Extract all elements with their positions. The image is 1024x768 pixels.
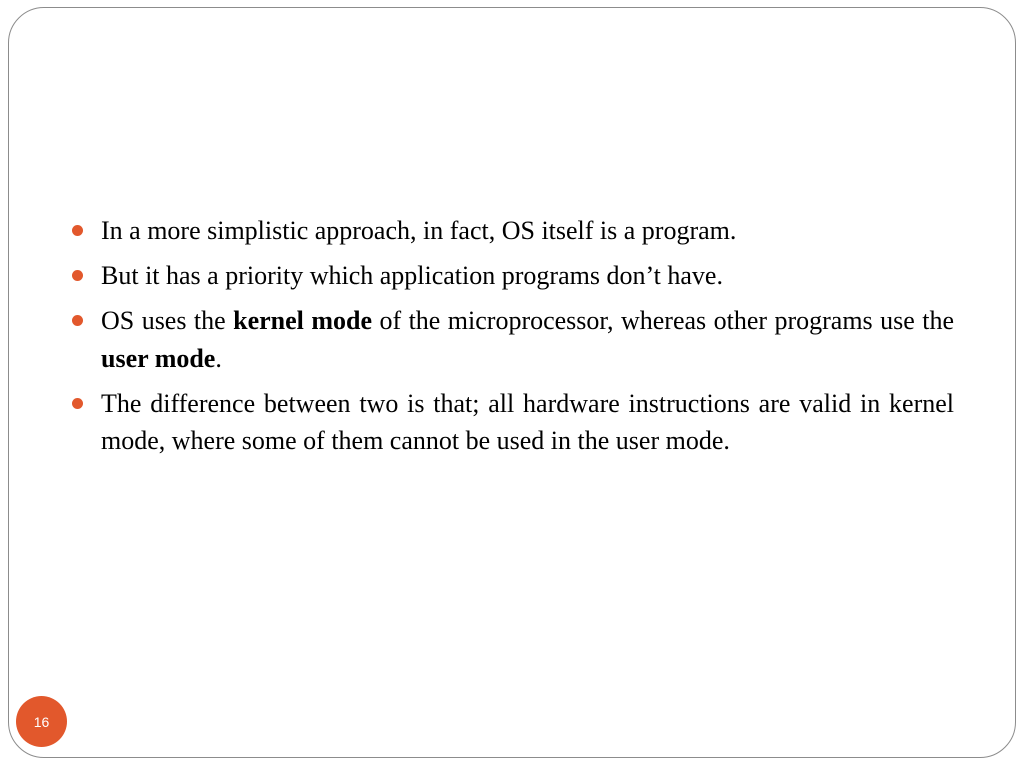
bullet-dot-icon	[72, 270, 83, 281]
bullet-text	[101, 389, 954, 456]
bold-term-user-mode: user mode	[101, 343, 216, 373]
bullet-text-segment: But it has a priority which application programs don’t have.	[101, 261, 723, 290]
bullet-item	[72, 302, 954, 377]
bullet-text-segment: The difference between two is that; all hardware instructions are valid in kernel mode, where some of them cannot be used in the user mode.	[101, 388, 954, 455]
bullet-dot-icon	[72, 225, 83, 236]
bullet-text	[101, 216, 736, 245]
bullet-list	[72, 212, 954, 467]
page-number-badge	[16, 696, 67, 747]
page-number: 16	[33, 713, 50, 730]
bullet-text-segment: OS uses the	[101, 306, 234, 335]
bullet-text	[101, 306, 954, 373]
bullet-item	[72, 385, 954, 460]
bullet-text-segment: .	[215, 343, 222, 373]
bullet-text-segment: In a more simplistic approach, in fact, OS itself is a program.	[101, 216, 737, 245]
bullet-text-segment: of the microprocessor, whereas other programs use the	[372, 306, 955, 335]
bullet-text	[101, 261, 723, 290]
bold-term-kernel-mode: kernel mode	[233, 306, 373, 335]
bullet-dot-icon	[72, 315, 83, 326]
bullet-item	[72, 257, 954, 295]
bullet-item	[72, 212, 954, 250]
bullet-dot-icon	[72, 398, 83, 409]
